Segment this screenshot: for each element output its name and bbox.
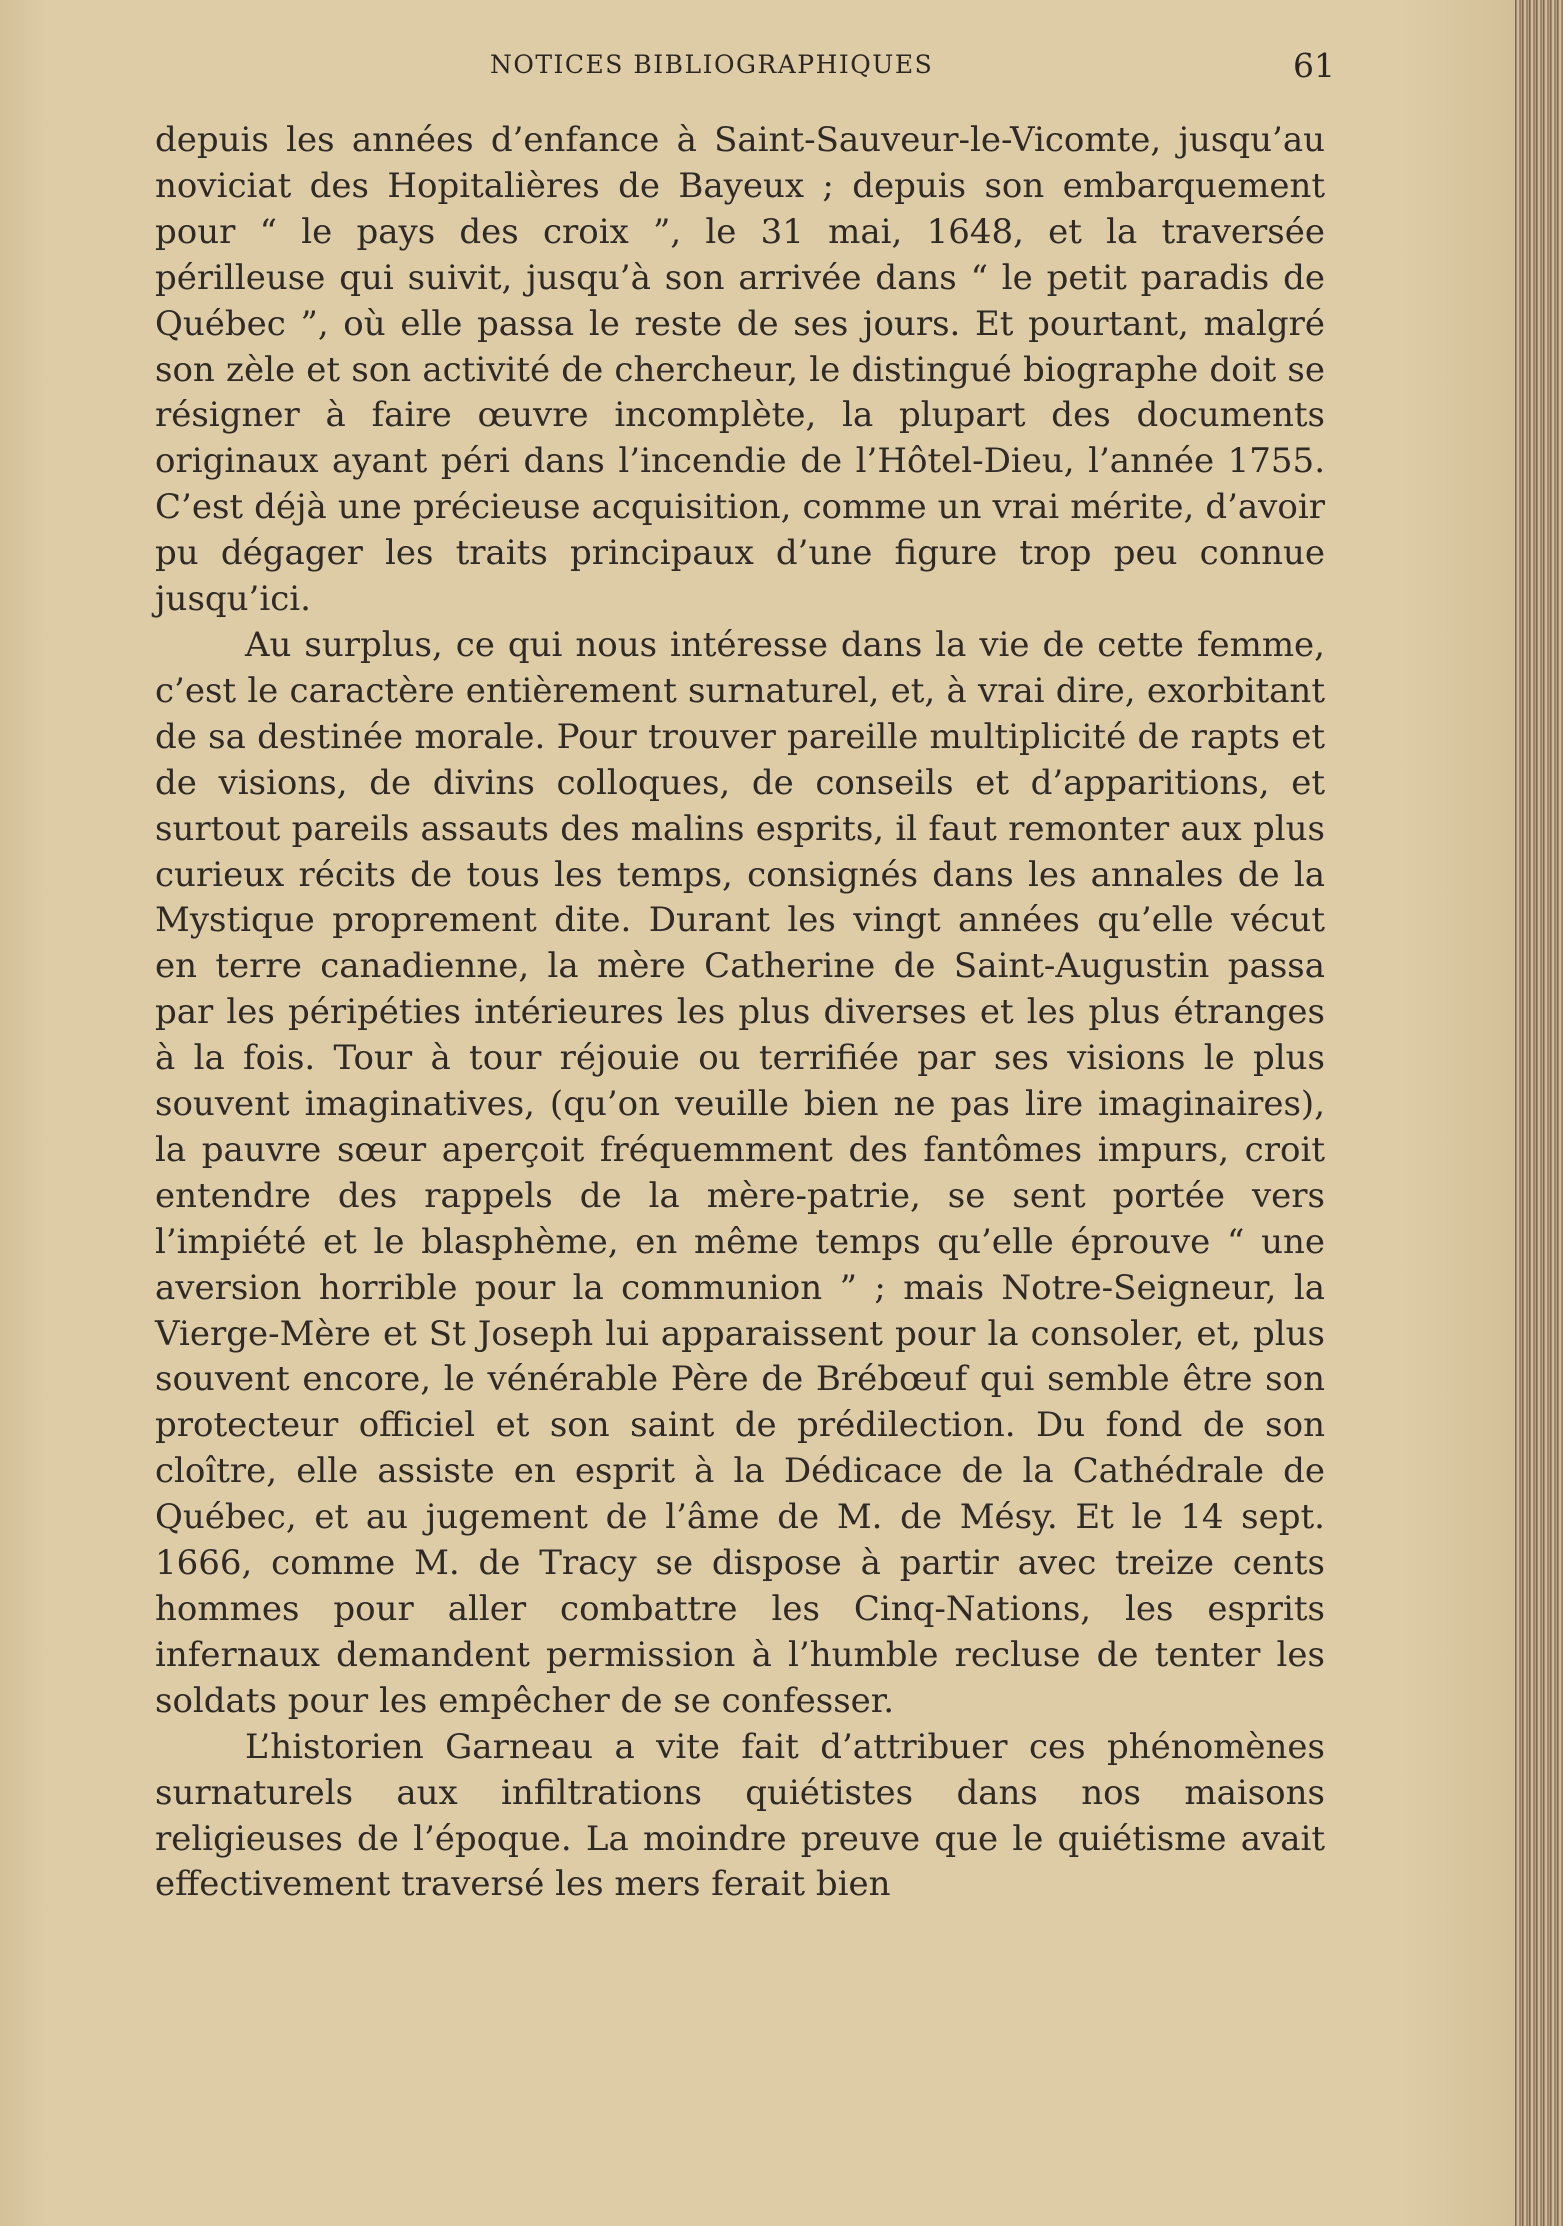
paragraph: Au surplus, ce qui nous intéresse dans la vie de cette femme, c’est le caractère entièrement surnaturel, et, à vrai dire, exorbitant de sa destinée morale. Pour trouver pareille multiplicité de rapts et de visions, de divins colloques, de conseils et d’apparitions, et surtout pareils assauts des malins esprits, il faut remonter aux plus curieux récits de tous les temps, consignés dans les annales de la Mystique proprement dite. Durant les vingt années qu’elle vécut en terre canadienne, la mère Catherine de Saint-Augustin passa par les péripéties intérieures les plus diverses et les plus étranges à la fois. Tour à tour réjouie ou terrifiée par ses visions le plus souvent imaginatives, (qu’on veuille bien ne pas lire imaginaires), la pauvre sœur aperçoit fréquemment des fantômes impurs, croit entendre des rappels de la mère-patrie, se sent portée vers l’impiété et le blasphème, en même temps qu’elle éprouve “ une aversion horrible pour la communion ” ; mais Notre-Seigneur, la Vierge-Mère et St Joseph lui apparaissent pour la consoler, et, plus souvent encore, le vénérable Père de Brébœuf qui semble être son protecteur officiel et son saint de prédilection. Du fond de son cloître, elle assiste en esprit à la Dédicace de la Cathédrale de Québec, et au jugement de l’âme de M. de Mésy. Et le 14 sept. 1666, comme M. de Tracy se dispose à partir avec treize cents hommes pour aller combattre les Cinq-Nations, les esprits infernaux demandent permission à l’humble recluse de tenter les soldats pour les empêcher de se confesser. (155, 624, 1325, 1721)
paragraph: depuis les années d’enfance à Saint-Sauveur-le-Vicomte, jusqu’au noviciat des Hopitalières de Bayeux ; depuis son embarquement pour “ le pays des croix ”, le 31 mai, 1648, et la traversée périlleuse qui suivit, jusqu’à son arrivée dans “ le petit paradis de Québec ”, où elle passa le reste de ses jours. Et pourtant, malgré son zèle et son activité de chercheur, le distingué biographe doit se résigner à faire œuvre incomplète, la plupart des documents originaux ayant péri dans l’incendie de l’Hôtel-Dieu, l’année 1755. C’est déjà une précieuse acquisition, comme un vrai mérite, d’avoir pu dégager les traits principaux d’une figure trop peu connue jusqu’ici. (155, 120, 1325, 620)
page-header (155, 46, 1335, 86)
running-title: NOTICES BIBLIOGRAPHIQUES (490, 50, 934, 79)
page-number: 61 (1293, 46, 1335, 85)
paragraph: L’historien Garneau a vite fait d’attribuer ces phénomènes surnaturels aux infiltrations quiétistes dans nos maisons religieuses de l’époque. La moindre preuve que le quiétisme avait effectivement traversé les mers ferait bien (155, 1726, 1325, 1905)
body-text (155, 118, 1325, 1908)
page-edge-decoration (1515, 0, 1563, 2226)
